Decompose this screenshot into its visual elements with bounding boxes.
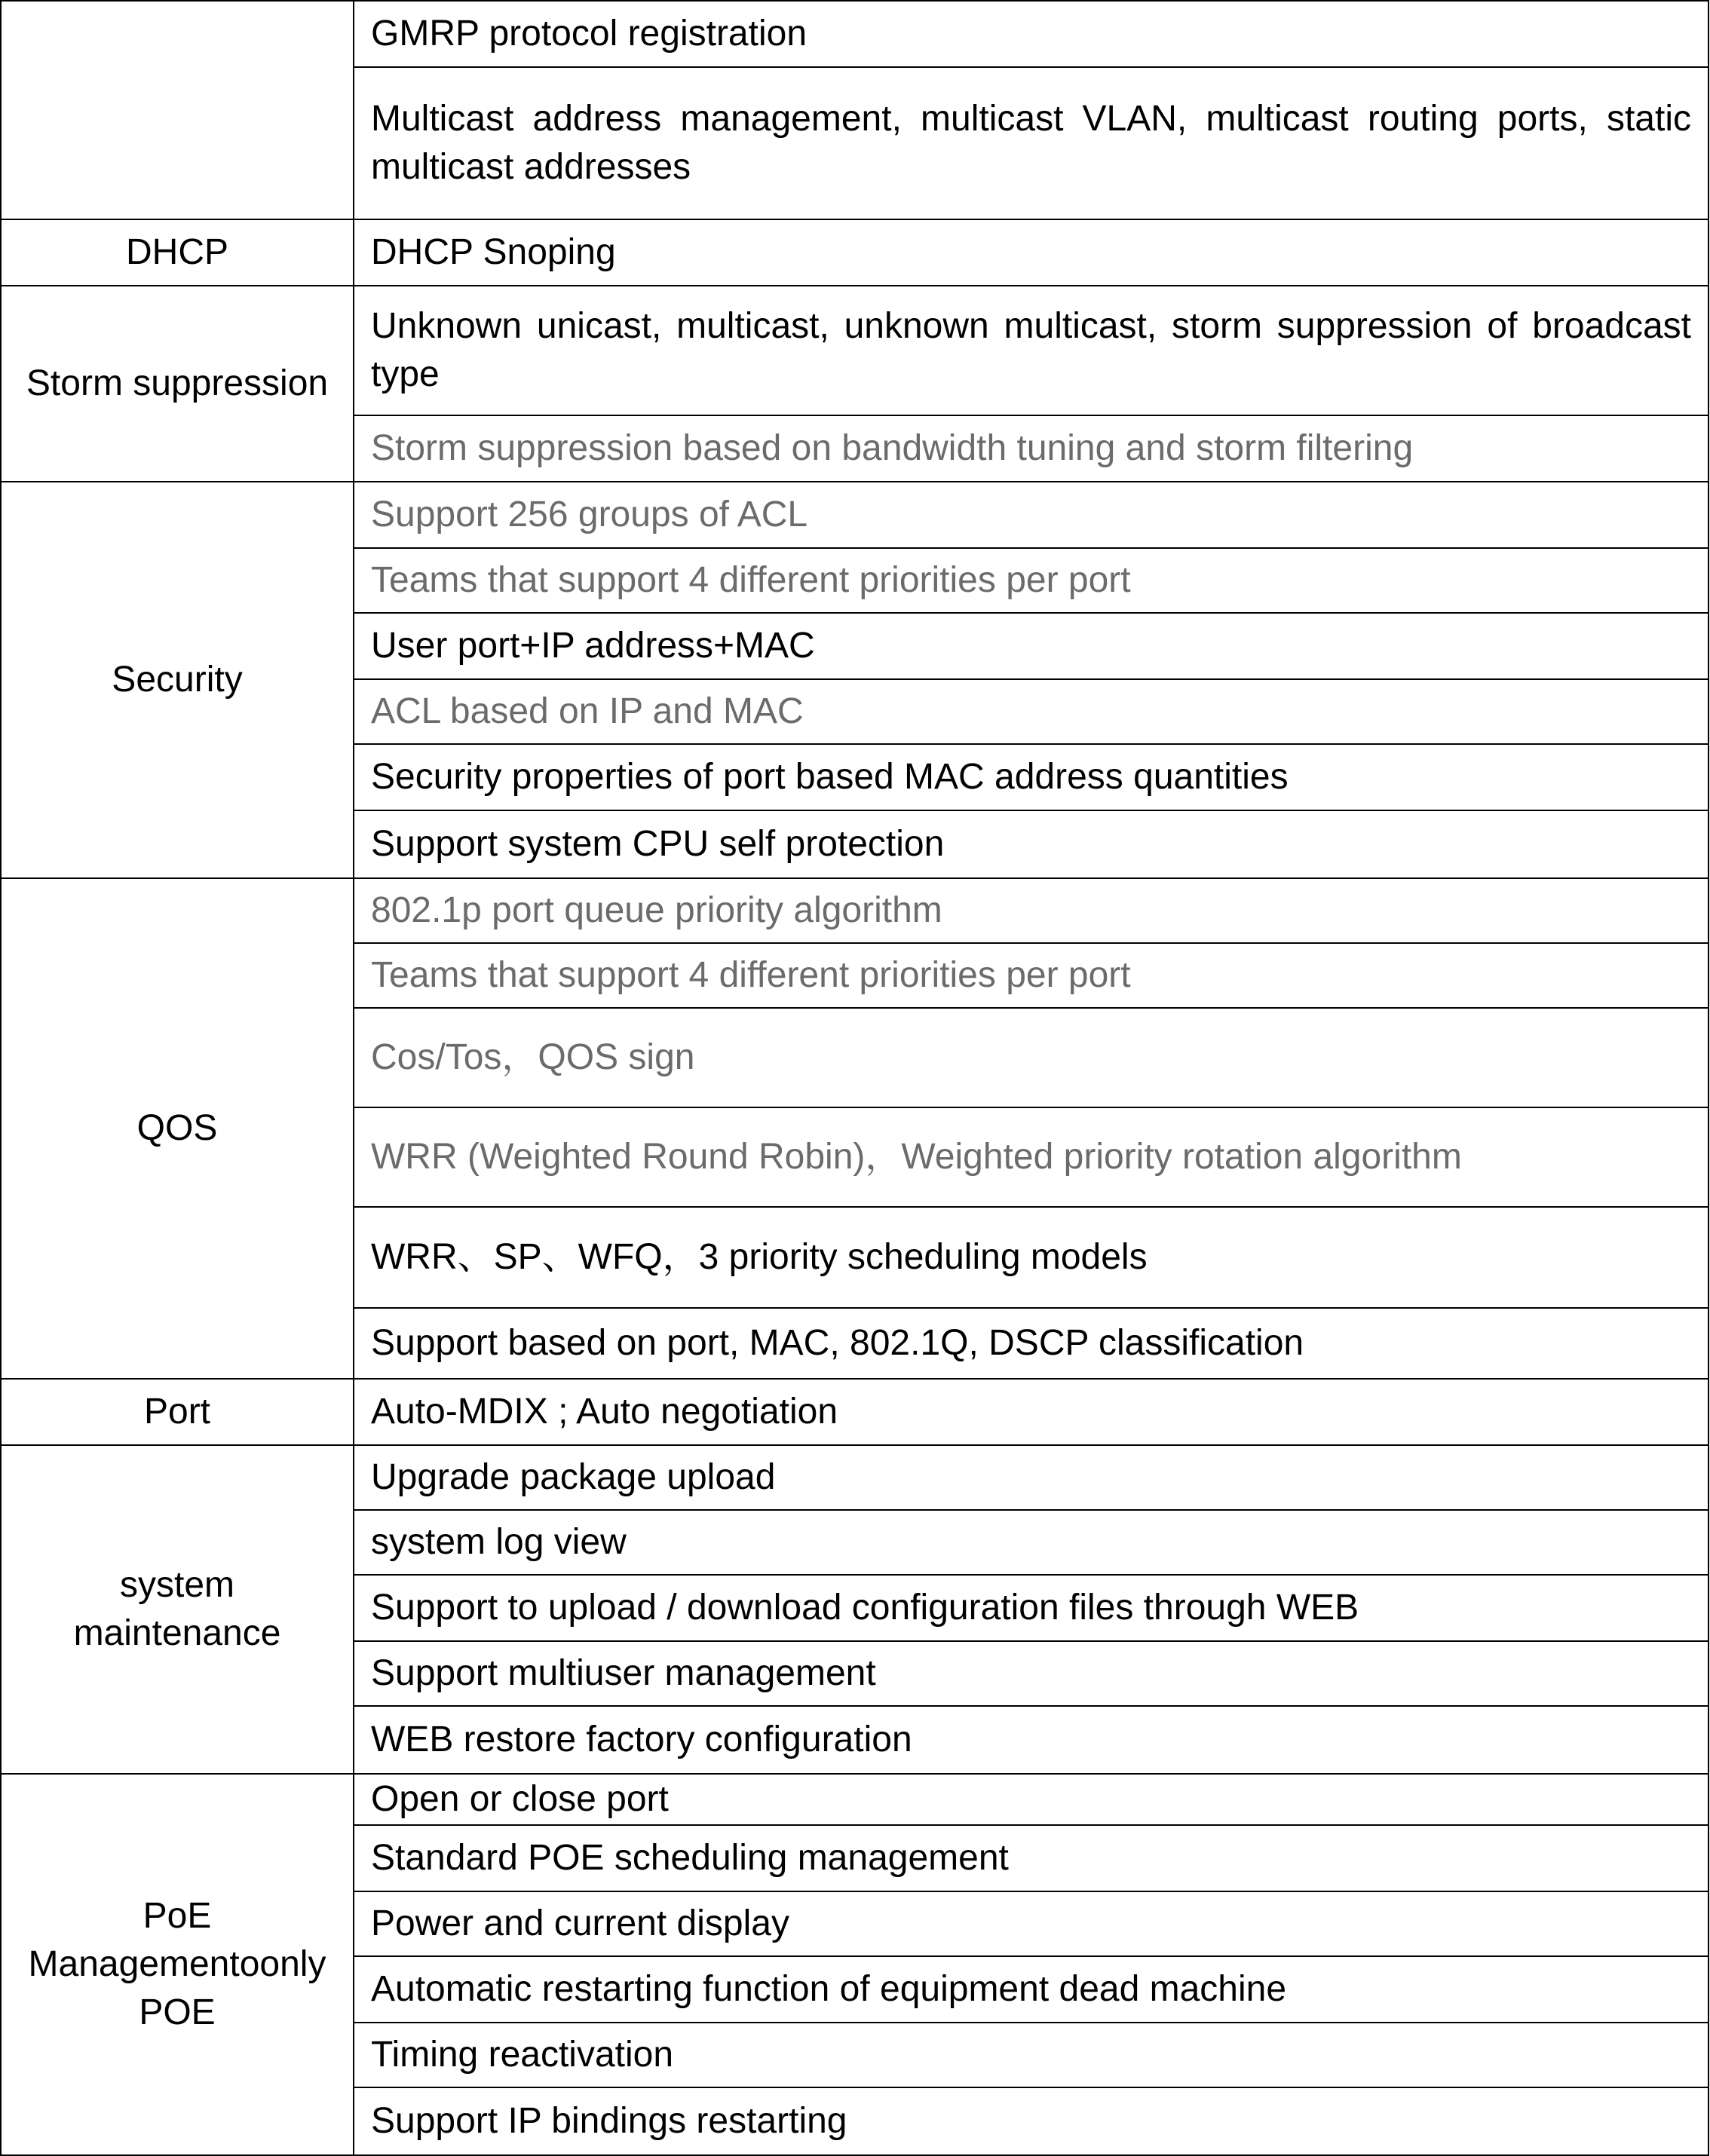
feature-cell: Automatic restarting function of equipment dead machine [354,1956,1708,2023]
feature-cell: Support to upload / download configuration files through WEB [354,1575,1708,1641]
feature-cell: GMRP protocol registration [354,1,1708,67]
feature-cell: ACL based on IP and MAC [354,679,1708,744]
category-cell [1,1,354,219]
table-row [1,1,1708,67]
table-row [1,286,1708,415]
feature-cell: Support IP bindings restarting [354,2087,1708,2155]
feature-cell: Unknown unicast, multicast, unknown multicast, storm suppression of broadcast type [354,286,1708,415]
table-row [1,219,1708,286]
feature-cell: Teams that support 4 different priorities per port [354,548,1708,613]
feature-cell: system log view [354,1510,1708,1575]
feature-cell: Teams that support 4 different priorities per port [354,943,1708,1008]
feature-cell: Cos/Tos，QOS sign [354,1008,1708,1107]
feature-cell: 802.1p port queue priority algorithm [354,878,1708,943]
feature-cell: Open or close port [354,1774,1708,1825]
feature-cell: Support 256 groups of ACL [354,482,1708,548]
feature-cell: User port+IP address+MAC [354,613,1708,679]
feature-cell: WRR (Weighted Round Robin)，Weighted priority rotation algorithm [354,1107,1708,1207]
feature-cell: Multicast address management, multicast VLAN, multicast routing ports, static multicast addresses [354,67,1708,219]
feature-cell: Upgrade package upload [354,1445,1708,1510]
feature-cell: Support multiuser management [354,1641,1708,1706]
category-cell: Storm suppression [1,286,354,482]
feature-cell: WRR、SP、WFQ，3 priority scheduling models [354,1207,1708,1308]
spec-table-body [1,1,1708,2155]
category-cell: DHCP [1,219,354,286]
feature-cell: WEB restore factory configuration [354,1706,1708,1774]
feature-cell: Support system CPU self protection [354,810,1708,878]
feature-cell: Auto-MDIX ; Auto negotiation [354,1379,1708,1445]
feature-cell: Power and current display [354,1891,1708,1956]
table-row [1,878,1708,943]
feature-cell: Support based on port, MAC, 802.1Q, DSCP classification [354,1308,1708,1379]
table-row [1,1445,1708,1510]
feature-cell: DHCP Snoping [354,219,1708,286]
category-cell: PoE Managementoonly POE [1,1774,354,2155]
feature-cell: Storm suppression based on bandwidth tuning and storm filtering [354,415,1708,482]
category-cell: QOS [1,878,354,1379]
table-row [1,1379,1708,1445]
category-cell: system maintenance [1,1445,354,1774]
category-cell: Port [1,1379,354,1445]
category-cell: Security [1,482,354,878]
table-row [1,1774,1708,1825]
feature-cell: Timing reactivation [354,2023,1708,2087]
table-row [1,482,1708,548]
feature-cell: Security properties of port based MAC address quantities [354,744,1708,810]
feature-cell: Standard POE scheduling management [354,1825,1708,1891]
